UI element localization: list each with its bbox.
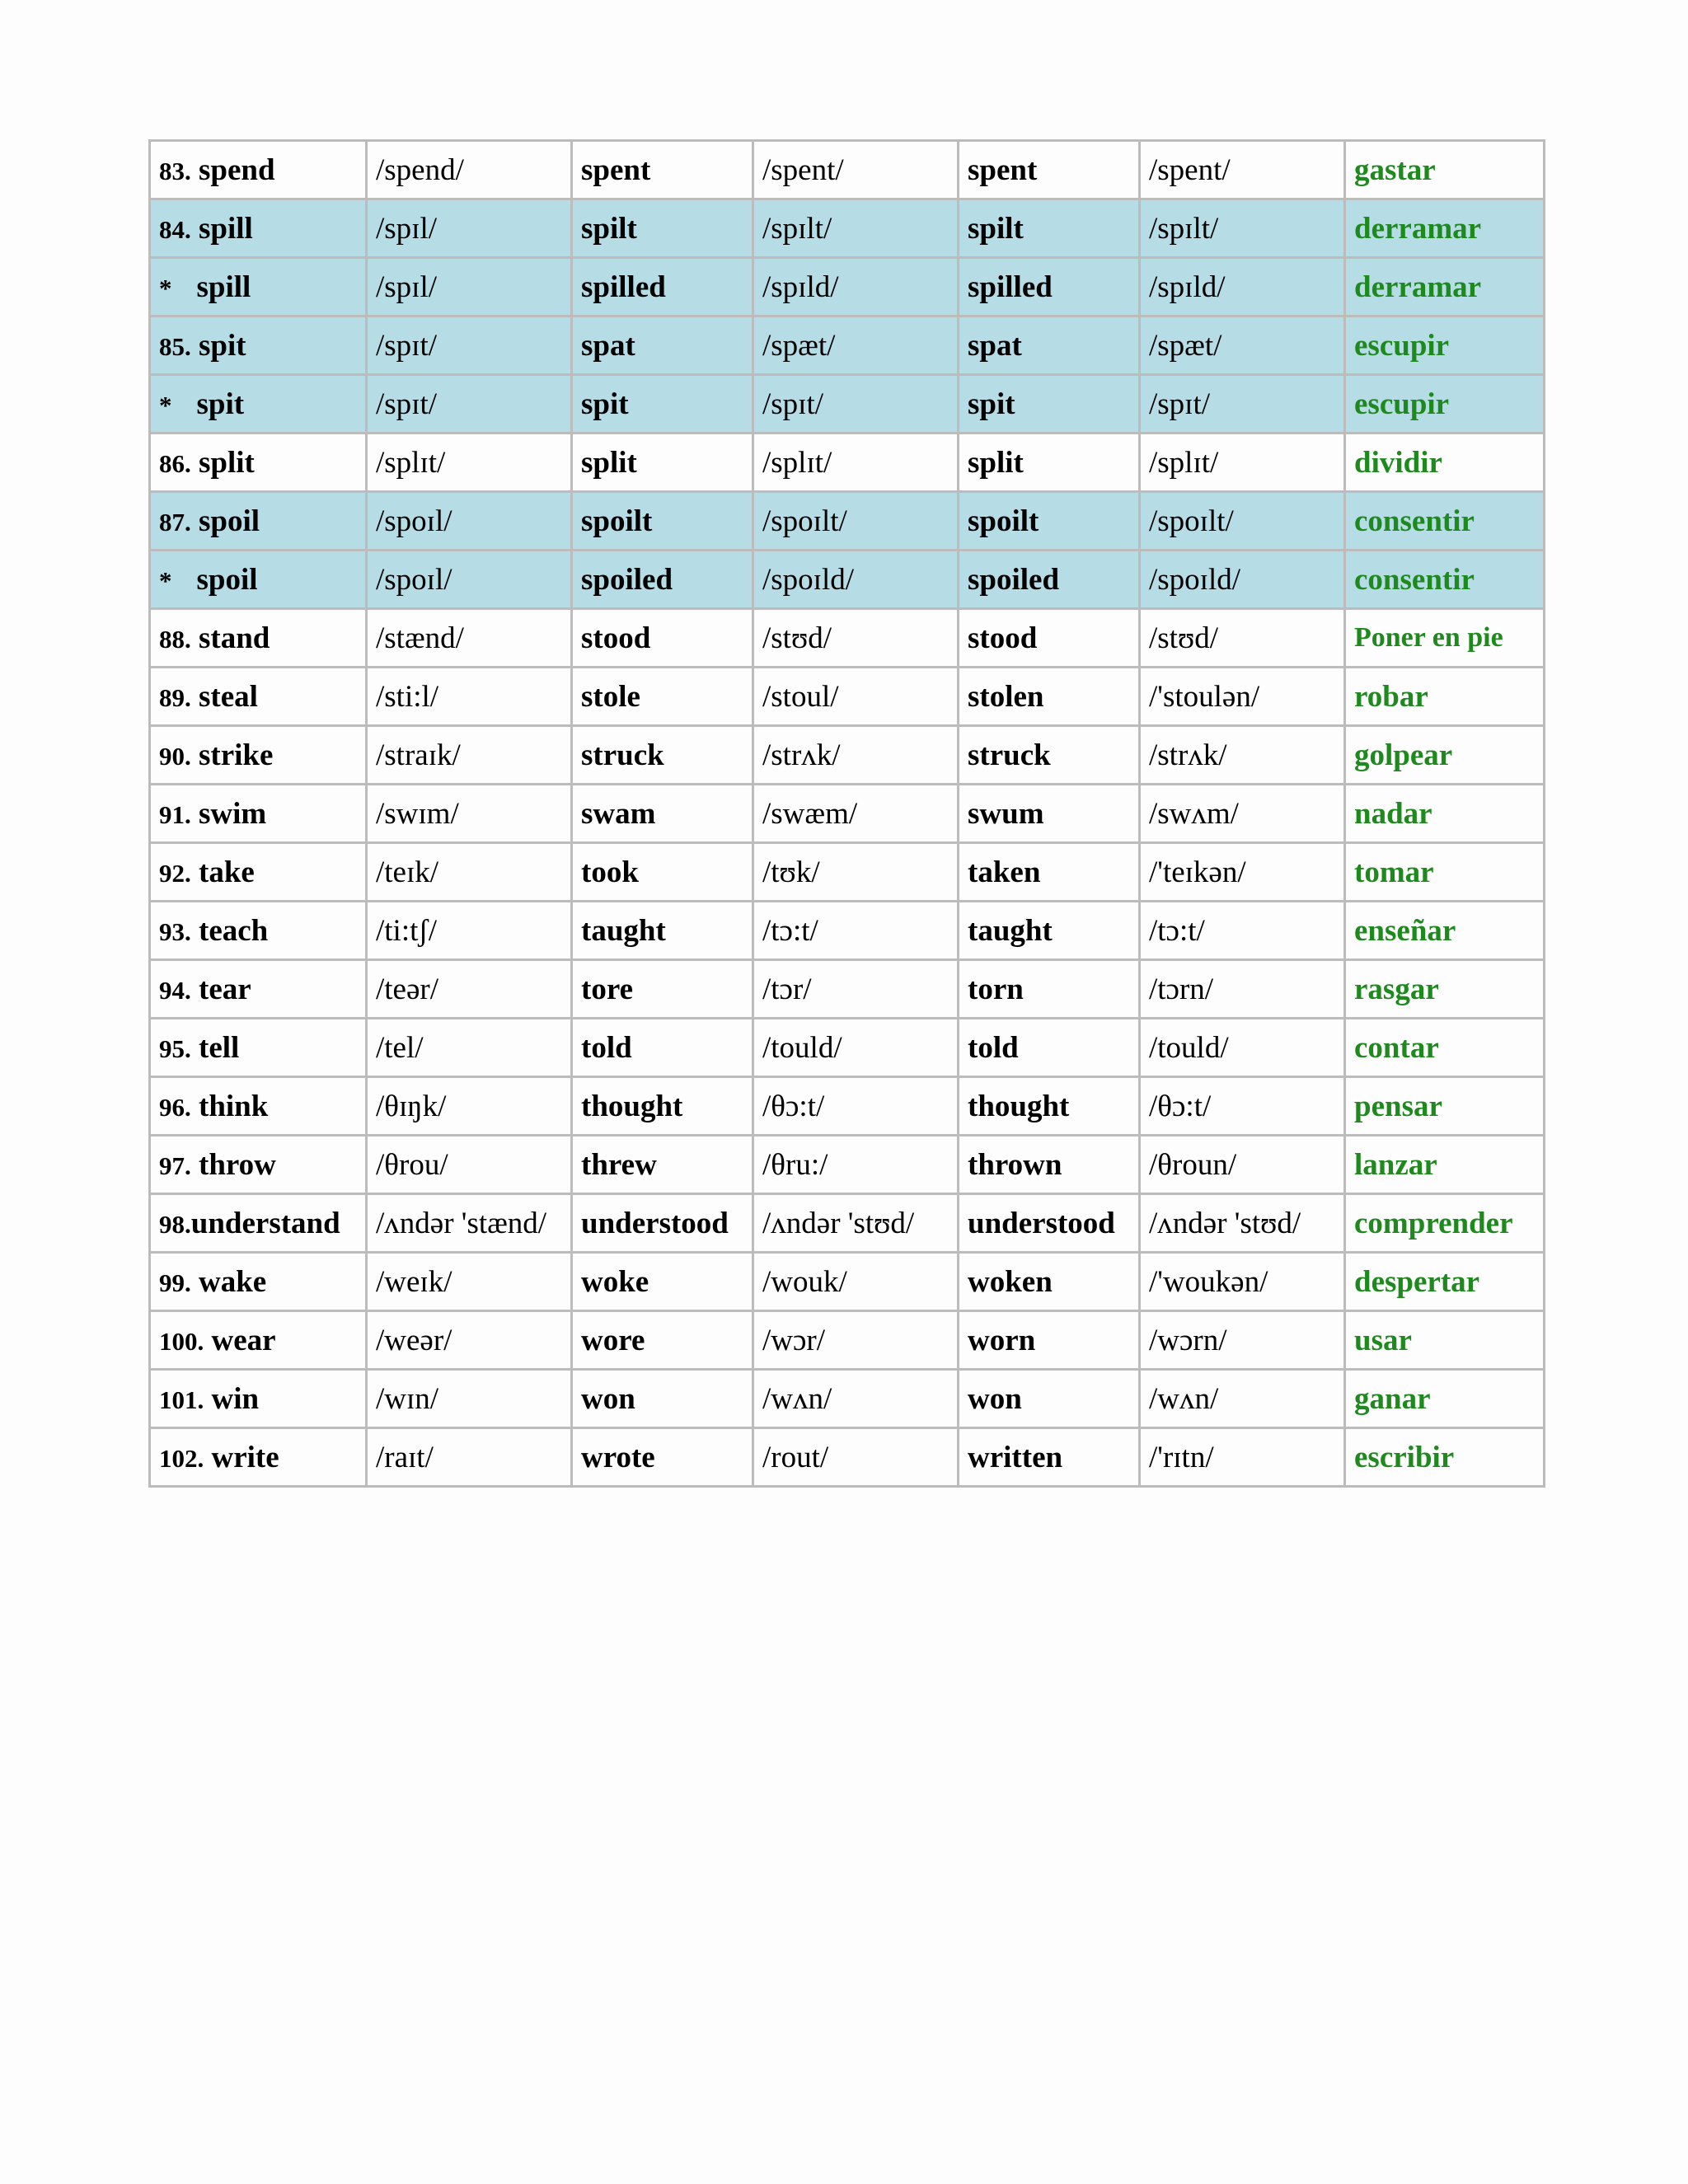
verb-number: 91. [159, 799, 191, 829]
past-ipa: /spoɪld/ [753, 551, 959, 609]
base-form: stand [199, 621, 270, 655]
spanish-translation: derramar [1345, 258, 1545, 316]
base-ipa: /spend/ [367, 141, 572, 199]
table-row [150, 1370, 1545, 1428]
verb-entry-cell [150, 141, 367, 199]
table-row [150, 843, 1545, 902]
past-ipa: /spent/ [753, 141, 959, 199]
past-simple: stole [572, 668, 753, 726]
past-ipa: /tɔr/ [753, 960, 959, 1019]
verb-entry-cell [150, 1194, 367, 1253]
spanish-translation: derramar [1345, 199, 1545, 258]
participle-ipa: /strʌk/ [1140, 726, 1345, 785]
past-participle: swum [959, 785, 1140, 843]
past-ipa: /tʊk/ [753, 843, 959, 902]
verb-entry-cell [150, 375, 367, 434]
irregular-verbs-table [148, 139, 1545, 1488]
table-row [150, 1019, 1545, 1077]
verb-entry-cell [150, 1428, 367, 1487]
base-form: wear [211, 1323, 276, 1357]
participle-ipa: /θɔ:t/ [1140, 1077, 1345, 1136]
verb-entry-cell [150, 785, 367, 843]
verb-entry-cell [150, 199, 367, 258]
spanish-translation: dividir [1345, 434, 1545, 492]
past-participle: taught [959, 902, 1140, 960]
past-simple: spit [572, 375, 753, 434]
participle-ipa: /'teɪkən/ [1140, 843, 1345, 902]
past-ipa: /spɪt/ [753, 375, 959, 434]
verb-number: 85. [159, 331, 191, 361]
past-participle: told [959, 1019, 1140, 1077]
table-row [150, 316, 1545, 375]
participle-ipa: /spoɪlt/ [1140, 492, 1345, 551]
past-participle: won [959, 1370, 1140, 1428]
table-row [150, 1311, 1545, 1370]
spanish-translation: consentir [1345, 492, 1545, 551]
past-ipa: /tould/ [753, 1019, 959, 1077]
spanish-translation: pensar [1345, 1077, 1545, 1136]
base-ipa: /tel/ [367, 1019, 572, 1077]
spanish-translation: contar [1345, 1019, 1545, 1077]
verb-number: 90. [159, 741, 191, 771]
verb-entry-cell [150, 434, 367, 492]
base-ipa: /θrou/ [367, 1136, 572, 1194]
participle-ipa: /'rɪtn/ [1140, 1428, 1345, 1487]
base-form: take [199, 855, 255, 889]
verb-number: 98. [159, 1209, 191, 1239]
table-row [150, 492, 1545, 551]
verb-entry-cell [150, 1136, 367, 1194]
base-ipa: /weɪk/ [367, 1253, 572, 1311]
base-ipa: /raɪt/ [367, 1428, 572, 1487]
base-ipa: /ʌndər 'stænd/ [367, 1194, 572, 1253]
past-ipa: /stoul/ [753, 668, 959, 726]
verb-entry-cell [150, 1019, 367, 1077]
participle-ipa: /ʌndər 'stʊd/ [1140, 1194, 1345, 1253]
verb-entry-cell [150, 843, 367, 902]
past-participle: stood [959, 609, 1140, 668]
table-row [150, 375, 1545, 434]
past-participle: spit [959, 375, 1140, 434]
verb-number: 97. [159, 1151, 191, 1180]
past-participle: spoiled [959, 551, 1140, 609]
verb-entry-cell [150, 1370, 367, 1428]
participle-ipa: /'woukən/ [1140, 1253, 1345, 1311]
base-form: tell [199, 1030, 240, 1065]
past-participle: spilt [959, 199, 1140, 258]
table-row [150, 902, 1545, 960]
past-participle: spent [959, 141, 1140, 199]
past-ipa: /spɪlt/ [753, 199, 959, 258]
verb-number: 94. [159, 975, 191, 1005]
past-simple: wrote [572, 1428, 753, 1487]
table-row [150, 1077, 1545, 1136]
verb-number: 92. [159, 858, 191, 888]
verb-number: 96. [159, 1092, 191, 1122]
verb-number: * [159, 390, 172, 419]
past-ipa: /θru:/ [753, 1136, 959, 1194]
spanish-translation: enseñar [1345, 902, 1545, 960]
base-ipa: /wɪn/ [367, 1370, 572, 1428]
spanish-translation: usar [1345, 1311, 1545, 1370]
past-ipa: /swæm/ [753, 785, 959, 843]
base-form: think [199, 1089, 269, 1123]
past-ipa: /splɪt/ [753, 434, 959, 492]
base-ipa: /ti:tʃ/ [367, 902, 572, 960]
base-form: steal [199, 679, 258, 714]
base-ipa: /splɪt/ [367, 434, 572, 492]
table-row [150, 668, 1545, 726]
base-form: spit [199, 328, 246, 363]
base-ipa: /teər/ [367, 960, 572, 1019]
table-row [150, 726, 1545, 785]
past-ipa: /spæt/ [753, 316, 959, 375]
base-ipa: /spɪt/ [367, 316, 572, 375]
base-ipa: /weər/ [367, 1311, 572, 1370]
participle-ipa: /splɪt/ [1140, 434, 1345, 492]
verb-entry-cell [150, 668, 367, 726]
base-form: strike [199, 738, 274, 772]
base-form: spit [196, 387, 245, 421]
base-form: throw [199, 1147, 276, 1182]
past-simple: woke [572, 1253, 753, 1311]
verb-number: * [159, 273, 172, 302]
spanish-translation: escupir [1345, 316, 1545, 375]
participle-ipa: /spɪlt/ [1140, 199, 1345, 258]
participle-ipa: /wʌn/ [1140, 1370, 1345, 1428]
base-form: tear [199, 972, 251, 1006]
past-simple: spilled [572, 258, 753, 316]
verb-number: * [159, 565, 172, 595]
base-form: wake [199, 1264, 267, 1299]
verb-entry-cell [150, 902, 367, 960]
past-simple: spent [572, 141, 753, 199]
participle-ipa: /tould/ [1140, 1019, 1345, 1077]
past-simple: spoilt [572, 492, 753, 551]
participle-ipa: /'stoulən/ [1140, 668, 1345, 726]
participle-ipa: /spæt/ [1140, 316, 1345, 375]
base-ipa: /stænd/ [367, 609, 572, 668]
past-simple: spilt [572, 199, 753, 258]
past-participle: split [959, 434, 1140, 492]
participle-ipa: /spɪt/ [1140, 375, 1345, 434]
verb-number: 88. [159, 624, 191, 654]
spanish-translation: ganar [1345, 1370, 1545, 1428]
base-form: spend [199, 152, 275, 187]
base-form: win [211, 1381, 260, 1416]
base-form: split [199, 445, 255, 480]
past-ipa: /strʌk/ [753, 726, 959, 785]
past-simple: struck [572, 726, 753, 785]
verb-entry-cell [150, 551, 367, 609]
past-participle: struck [959, 726, 1140, 785]
past-simple: threw [572, 1136, 753, 1194]
participle-ipa: /spoɪld/ [1140, 551, 1345, 609]
base-form: spoil [196, 562, 258, 597]
spanish-translation: golpear [1345, 726, 1545, 785]
past-ipa: /stʊd/ [753, 609, 959, 668]
past-participle: stolen [959, 668, 1140, 726]
verb-number: 101. [159, 1385, 204, 1414]
verb-number: 84. [159, 214, 191, 244]
verb-entry-cell [150, 258, 367, 316]
spanish-translation: tomar [1345, 843, 1545, 902]
base-ipa: /spoɪl/ [367, 492, 572, 551]
table-row [150, 258, 1545, 316]
table-row [150, 1194, 1545, 1253]
past-ipa: /wʌn/ [753, 1370, 959, 1428]
spanish-translation: consentir [1345, 551, 1545, 609]
verb-number: 95. [159, 1033, 191, 1063]
table-row [150, 785, 1545, 843]
past-simple: understood [572, 1194, 753, 1253]
base-form: write [211, 1440, 279, 1474]
base-ipa: /spoɪl/ [367, 551, 572, 609]
base-form: spill [199, 211, 253, 246]
past-participle: thought [959, 1077, 1140, 1136]
past-participle: thrown [959, 1136, 1140, 1194]
past-participle: understood [959, 1194, 1140, 1253]
past-simple: told [572, 1019, 753, 1077]
table-row [150, 434, 1545, 492]
verb-entry-cell [150, 609, 367, 668]
past-simple: tore [572, 960, 753, 1019]
base-ipa: /teɪk/ [367, 843, 572, 902]
past-participle: written [959, 1428, 1140, 1487]
past-participle: spilled [959, 258, 1140, 316]
past-simple: spoiled [572, 551, 753, 609]
verb-entry-cell [150, 1311, 367, 1370]
past-participle: taken [959, 843, 1140, 902]
base-form: spoil [199, 504, 260, 538]
table-body [150, 141, 1545, 1487]
verb-number: 102. [159, 1443, 204, 1473]
verb-number: 86. [159, 448, 191, 478]
spanish-translation: comprender [1345, 1194, 1545, 1253]
base-form: swim [199, 796, 267, 831]
spanish-translation: nadar [1345, 785, 1545, 843]
verb-number: 93. [159, 916, 191, 946]
base-ipa: /sti:l/ [367, 668, 572, 726]
table-row [150, 551, 1545, 609]
participle-ipa: /tɔ:t/ [1140, 902, 1345, 960]
past-simple: took [572, 843, 753, 902]
verb-entry-cell [150, 726, 367, 785]
base-ipa: /spɪl/ [367, 258, 572, 316]
past-simple: stood [572, 609, 753, 668]
participle-ipa: /θroun/ [1140, 1136, 1345, 1194]
base-form: spill [196, 269, 251, 304]
past-simple: thought [572, 1077, 753, 1136]
table-row [150, 960, 1545, 1019]
spanish-translation: robar [1345, 668, 1545, 726]
participle-ipa: /spent/ [1140, 141, 1345, 199]
past-simple: spat [572, 316, 753, 375]
past-ipa: /wɔr/ [753, 1311, 959, 1370]
table-row [150, 141, 1545, 199]
past-ipa: /θɔ:t/ [753, 1077, 959, 1136]
past-simple: split [572, 434, 753, 492]
base-ipa: /spɪt/ [367, 375, 572, 434]
past-participle: woken [959, 1253, 1140, 1311]
base-form: teach [199, 913, 269, 948]
table-row [150, 609, 1545, 668]
participle-ipa: /wɔrn/ [1140, 1311, 1345, 1370]
past-simple: won [572, 1370, 753, 1428]
table-row [150, 1428, 1545, 1487]
past-ipa: /spoɪlt/ [753, 492, 959, 551]
participle-ipa: /swʌm/ [1140, 785, 1345, 843]
past-ipa: /spɪld/ [753, 258, 959, 316]
past-participle: spoilt [959, 492, 1140, 551]
spanish-translation: rasgar [1345, 960, 1545, 1019]
past-ipa: /wouk/ [753, 1253, 959, 1311]
table-row [150, 199, 1545, 258]
past-ipa: /rout/ [753, 1428, 959, 1487]
participle-ipa: /spɪld/ [1140, 258, 1345, 316]
verb-entry-cell [150, 960, 367, 1019]
verb-number: 99. [159, 1268, 191, 1297]
verb-entry-cell [150, 316, 367, 375]
table-row [150, 1253, 1545, 1311]
verb-number: 100. [159, 1326, 204, 1356]
spanish-translation: Poner en pie [1345, 609, 1545, 668]
spanish-translation: gastar [1345, 141, 1545, 199]
past-simple: wore [572, 1311, 753, 1370]
verb-number: 83. [159, 156, 191, 185]
spanish-translation: escribir [1345, 1428, 1545, 1487]
spanish-translation: despertar [1345, 1253, 1545, 1311]
past-participle: worn [959, 1311, 1140, 1370]
verb-entry-cell [150, 492, 367, 551]
table-row [150, 1136, 1545, 1194]
past-simple: taught [572, 902, 753, 960]
verb-number: 87. [159, 507, 191, 537]
past-participle: torn [959, 960, 1140, 1019]
past-ipa: /tɔ:t/ [753, 902, 959, 960]
verb-entry-cell [150, 1077, 367, 1136]
base-ipa: /swɪm/ [367, 785, 572, 843]
base-ipa: /spɪl/ [367, 199, 572, 258]
past-participle: spat [959, 316, 1140, 375]
spanish-translation: lanzar [1345, 1136, 1545, 1194]
spanish-translation: escupir [1345, 375, 1545, 434]
base-ipa: /θɪŋk/ [367, 1077, 572, 1136]
verb-entry-cell [150, 1253, 367, 1311]
past-ipa: /ʌndər 'stʊd/ [753, 1194, 959, 1253]
past-simple: swam [572, 785, 753, 843]
participle-ipa: /stʊd/ [1140, 609, 1345, 668]
participle-ipa: /tɔrn/ [1140, 960, 1345, 1019]
base-form: understand [190, 1206, 340, 1240]
base-ipa: /straɪk/ [367, 726, 572, 785]
verb-number: 89. [159, 682, 191, 712]
